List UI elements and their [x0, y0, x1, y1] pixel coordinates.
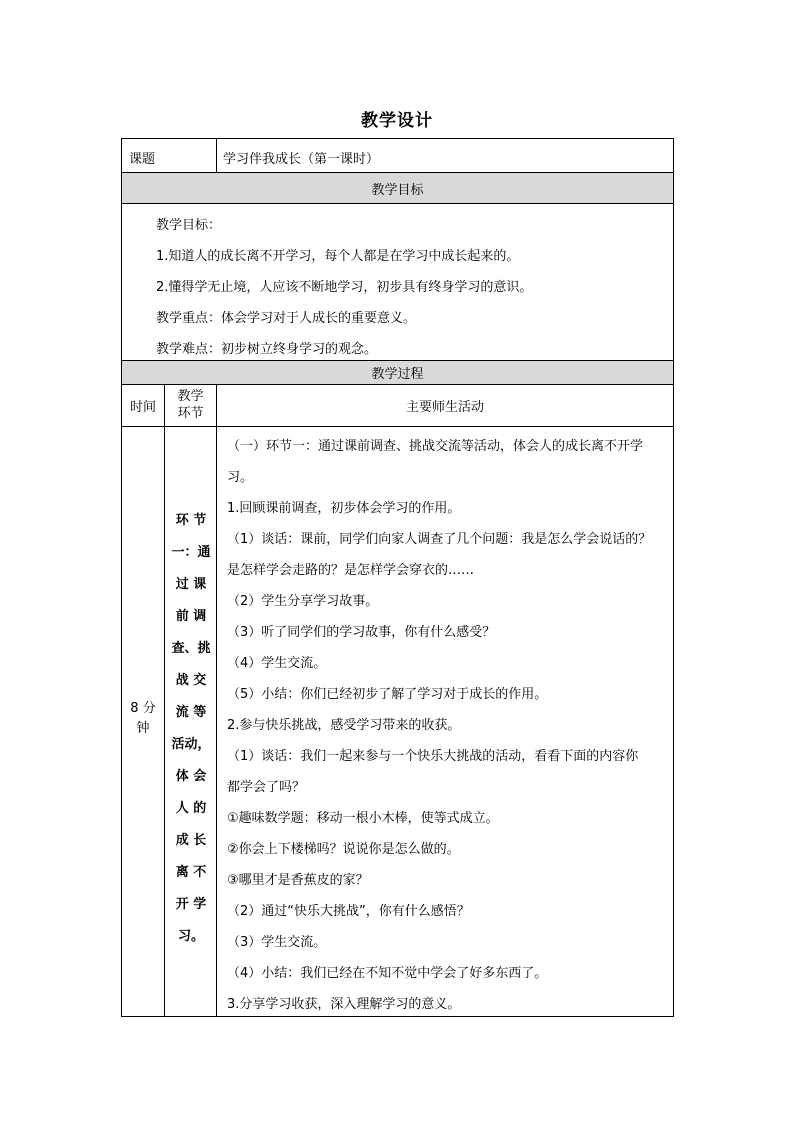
stage-line: 活动，: [171, 737, 211, 752]
objectives-header: 教学目标: [122, 172, 673, 203]
stage-line: 流 等: [175, 705, 207, 720]
stage-line: 前 调: [175, 609, 207, 624]
column-header-stage: [164, 384, 216, 426]
activity-line: （1）谈话：我们一起来参与一个快乐大挑战的活动，看看下面的内容你: [227, 749, 639, 764]
time-value: 钟: [136, 721, 150, 736]
activity-line: （3）学生交流。: [227, 935, 327, 950]
objectives-line: 2.懂得学无止境，人应该不断地学习，初步具有终身学习的意识。: [156, 280, 533, 295]
stage-cell: [164, 426, 216, 1016]
column-header-time: 时间: [122, 384, 164, 426]
activity-cell: [216, 426, 673, 1016]
activity-line: （1）谈话：课前，同学们向家人调查了几个问题：我是怎么学会说话的？: [227, 532, 652, 547]
activity-line: （2）通过“快乐大挑战”，你有什么感悟？: [227, 904, 470, 919]
activity-line: 都学会了吗？: [227, 780, 306, 795]
activity-line: 习。: [227, 470, 254, 485]
activity-line: （3）听了同学们的学习故事，你有什么感受？: [227, 625, 496, 640]
column-header-stage-line: 环节: [177, 406, 204, 421]
lesson-plan-table: [121, 138, 674, 1017]
stage-line: 过 课: [175, 577, 207, 592]
activity-line: ②你会上下楼梯吗？说说你是怎么做的。: [227, 842, 460, 857]
activity-line: （2）学生分享学习故事。: [227, 594, 379, 609]
activity-line: （一）环节一：通过课前调查、挑战交流等活动，体会人的成长离不开学: [227, 439, 644, 454]
activity-line: 是怎样学会走路的？是怎样学会穿衣的……: [227, 563, 475, 578]
objectives-line: 教学重点：体会学习对于人成长的重要意义。: [156, 311, 417, 326]
stage-line: 一：通: [171, 545, 211, 560]
objectives-content: [122, 203, 673, 360]
topic-value: 学习伴我成长（第一课时）: [216, 139, 673, 172]
stage-line: 环 节: [175, 513, 207, 528]
stage-line: 体 会: [175, 769, 207, 784]
stage-line: 离 不: [175, 865, 207, 880]
activity-line: 2.参与快乐挑战，感受学习带来的收获。: [227, 718, 461, 733]
stage-line: 成 长: [175, 833, 207, 848]
stage-line: 开 学: [175, 897, 207, 912]
stage-line: 查、挑: [171, 641, 211, 656]
activity-line: （5）小结：你们已经初步了解了学习对于成长的作用。: [227, 687, 548, 702]
activity-line: 3.分享学习收获，深入理解学习的意义。: [227, 997, 461, 1012]
activity-line: （4）小结：我们已经在不知不觉中学会了好多东西了。: [227, 966, 548, 981]
activity-line: 1.回顾课前调查，初步体会学习的作用。: [227, 501, 461, 516]
objectives-line: 教学目标：: [156, 218, 222, 233]
activity-line: （4）学生交流。: [227, 656, 327, 671]
process-header: 教学过程: [122, 360, 673, 384]
stage-line: 习。: [177, 929, 204, 944]
stage-line: 人 的: [175, 801, 207, 816]
document-title: 教学设计: [361, 111, 433, 131]
column-header-stage-line: 教学: [177, 389, 204, 404]
column-header-activity: 主要师生活动: [216, 384, 673, 426]
activity-line: ③哪里才是香蕉皮的家？: [227, 873, 369, 888]
objectives-line: 教学难点：初步树立终身学习的观念。: [156, 342, 378, 357]
time-cell: [122, 426, 164, 1016]
time-value: 8 分: [130, 701, 156, 716]
stage-line: 战 交: [175, 673, 207, 688]
activity-line: ①趣味数学题：移动一根小木棒，使等式成立。: [227, 811, 499, 826]
objectives-line: 1.知道人的成长离不开学习，每个人都是在学习中成长起来的。: [156, 249, 520, 264]
topic-label: 课题: [129, 152, 156, 167]
